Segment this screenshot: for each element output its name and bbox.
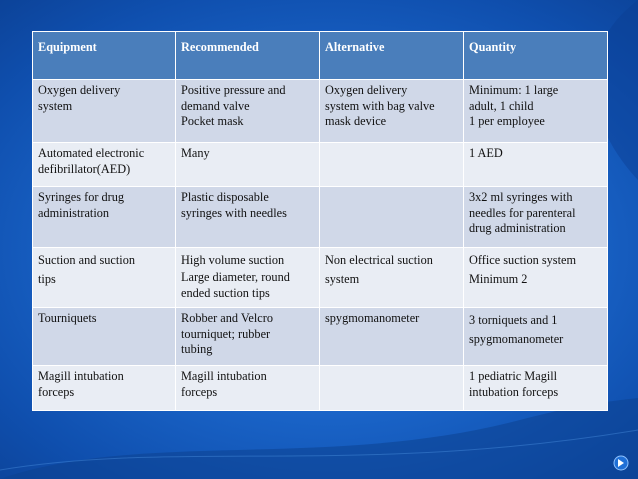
table-row <box>33 248 608 308</box>
cell-alternative: spygmomanometer <box>320 308 464 366</box>
cell-equipment: Automated electronic defibrillator(AED) <box>33 143 176 187</box>
cell-alternative <box>320 143 464 187</box>
table-row <box>33 143 608 187</box>
cell-equipment: Oxygen delivery system <box>33 80 176 143</box>
cell-equipment: Magill intubation forceps <box>33 366 176 411</box>
slide-nav-arrow-icon[interactable] <box>614 456 628 470</box>
cell-quantity: 1 pediatric Magill intubation forceps <box>464 366 608 411</box>
table-row <box>33 366 608 411</box>
cell-recommended: Many <box>176 143 320 187</box>
header-recommended: Recommended <box>176 32 320 80</box>
equipment-table <box>32 31 608 411</box>
cell-recommended: High volume suction Large diameter, round ended suction tips <box>176 248 320 308</box>
cell-quantity: 1 AED <box>464 143 608 187</box>
header-equipment: Equipment <box>33 32 176 80</box>
cell-quantity: 3 torniquets and 1 spygmomanometer <box>464 308 608 366</box>
cell-equipment: Tourniquets <box>33 308 176 366</box>
cell-quantity: Minimum: 1 large adult, 1 child 1 per employee <box>464 80 608 143</box>
cell-equipment: Syringes for drug administration <box>33 187 176 248</box>
cell-alternative: Non electrical suction system <box>320 248 464 308</box>
cell-recommended: Positive pressure and demand valve Pocket mask <box>176 80 320 143</box>
cell-quantity: Office suction system Minimum 2 <box>464 248 608 308</box>
table-row <box>33 187 608 248</box>
table-row <box>33 80 608 143</box>
table-row <box>33 308 608 366</box>
cell-quantity: 3x2 ml syringes with needles for parenteral drug administration <box>464 187 608 248</box>
header-quantity: Quantity <box>464 32 608 80</box>
cell-recommended: Magill intubation forceps <box>176 366 320 411</box>
cell-recommended: Plastic disposable syringes with needles <box>176 187 320 248</box>
table-header-row <box>33 32 608 80</box>
cell-equipment: Suction and suction tips <box>33 248 176 308</box>
cell-alternative: Oxygen delivery system with bag valve mask device <box>320 80 464 143</box>
cell-alternative <box>320 187 464 248</box>
cell-alternative <box>320 366 464 411</box>
header-alternative: Alternative <box>320 32 464 80</box>
cell-recommended: Robber and Velcro tourniquet; rubber tubing <box>176 308 320 366</box>
